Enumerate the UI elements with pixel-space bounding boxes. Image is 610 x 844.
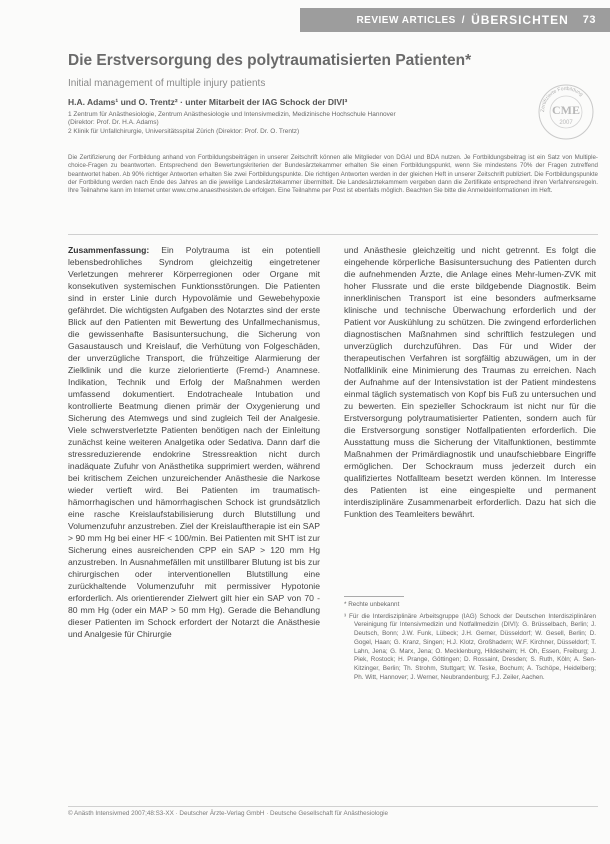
summary-text-left: Ein Polytrauma ist ein potentiell lebensbedrohliches Syndrom gleichzeitig eingetretener Verletzungen mehrerer Körperregionen oder Organe mit konsekutiven systemischen Funktionsstörungen. Die Patienten sind in erster Linie durch Hypovolämie und Gewebehypoxie gefährdet. Die wichtigsten Aufgaben des Notarztes sind der erste Blick auf den Patienten mit Bewertung des Unfallmechanismus, die gewissenhafte Basisuntersuchung, die Sicherung von Gasaustausch und Kreislauf, die Verhütung von Folgeschäden, der unverzügliche Transport, die frühzeitige Alarmierung der Zielklinik und die kurze zielorientierte (Fremd-) Anamnese. Indikation, Technik und Erfolg der Maßnahmen werden umfassend dokumentiert. Endotracheale Intubation und kontrollierte Beatmung dienen primär der Oxygenierung und Sicherung des Atemwegs und sind zugleich Teil der Analgesie. Viele schwerstverletzte Patienten benötigen nach der Einleitung zunächst keine weiteren Analgetika oder Sedativa. Dann darf die stressreduzierende endokrine Stressreaktion nicht durch inadäquate Zufuhr von Anästhetika supprimiert werden, während bei kritischem Zeichen unzureichender Anästhesie die Narkose wieder vertieft wird. Bei Patienten im traumatisch-hämorrhagischen und hämorrhagischen Schock ist grundsätzlich eine rasche Kreislaufstabilisierung durch Blutstillung und Volumenzufuhr anzustreben. Ziel der Kreislauftherapie ist ein SAP > 90 mm Hg bei einer HF < 100/min. Bei Patienten mit SHT ist zur Sicherung eines ausreichenden CPP ein SAP > 120 mm Hg anzustreben. In Ausnahmefällen mit unstillbarer Blutung ist bis zur chirurgischen oder interventionellen Blutstillung eine zurückhaltende Volumenzufuhr mit permissiver Hypotonie erforderlich. Als orientierender Zielwert gilt hier ein SAP von 70 - 80 mm Hg (oder ein MAP > 50 mm Hg). Gerade die Behandlung dieser Patienten im Schock erfordert der Notarzt die Anästhesie und Analgesie für Chirurgie bbox=[68, 245, 320, 639]
footnote: * Rechte unbekannt bbox=[344, 601, 400, 608]
section-label: REVIEW ARTICLES bbox=[356, 14, 456, 26]
affiliation-line: 1 Zentrum für Anästhesiologie, Zentrum Anästhesiologie und Intensivmedizin, Medizinische Hochschule Hannover bbox=[68, 111, 396, 118]
footnote-divider bbox=[344, 596, 404, 597]
page-footer: © Anästh Intensivmed 2007;48:S3-XX · Deutscher Ärzte-Verlag GmbH · Deutsche Gesellschaft für Anästhesiologie bbox=[68, 806, 598, 817]
article-subtitle: Initial management of multiple injury patients bbox=[68, 78, 266, 89]
affiliation-line: 2 Klinik für Unfallchirurgie, Universitätsspital Zürich (Direktor: Prof. Dr. O. Trentz) bbox=[68, 127, 300, 135]
seal-center-text: CME bbox=[552, 103, 580, 117]
body-column-left bbox=[68, 244, 320, 640]
footnotes bbox=[344, 596, 596, 685]
page-number: 73 bbox=[582, 14, 596, 26]
article-title: Die Erstversorgung des polytraumatisierten Patienten* bbox=[68, 52, 472, 69]
summary-label: Zusammenfassung: bbox=[68, 245, 150, 255]
body-column-right bbox=[344, 244, 596, 520]
cme-intro-text: Die Zertifizierung der Fortbildung anhand von Fortbildungsbeiträgen in unserer Zeitschrift können alle Mitglieder von DGAI und BDA nutzen. Je Fortbildungsbeitrag ist ein Satz von Multiple-choice-Fragen zu beantworten. Entsprechend den Bewertungskriterien der Bundesärztekammer erhalten Sie einen Fortbildungspunkt, wenn Sie mindestens 70% der Fragen zutreffend beantwortet haben. Ab 90% richtiger Antworten erhalten Sie zwei Fortbildungspunkte. Die richtigen Antworten werden in der gleichen Heft in unserer Zeitschrift publiziert. Die Fortbildungspunkte der Fortbildung werden nach Ende des Jahres an die jeweilige Landesärztekammer übermittelt. Die Landesärztekammern vergeben dann die Zertifikate entsprechend ihren Verfahrensregeln. Ihre Teilnahme kann im Internet unter www.cme.anaesthesisten.de erfolgen. Eine Teilnahme per Post ist ebenfalls möglich. Beachten Sie bitte die Anmeldeinformationen im Heft. bbox=[68, 154, 598, 195]
affiliations bbox=[68, 111, 488, 136]
section-separator: / bbox=[461, 14, 466, 26]
summary-text-right: und Anästhesie gleichzeitig und nicht getrennt. Es folgt die eingehende körperliche Basisuntersuchung des Patienten durch die aufnehmenden Ärzte, die Anlage eines Mehr-lumen-ZVK mit hoher Flussrate und die erste bildgebende Diagnostik. Beim innerklinischen Transport ist eine besonders aufmerksame klinische und technische Überwachung erforderlich und der Patient vor Auskühlung zu schützen. Die zwingend erforderlichen diagnostischen Maßnahmen sind schriftlich festzulegen und unverzüglich durchzuführen. Das Für und Wider der therapeutischen Verfahren ist sorgfältig abzuwägen, um in der Notfallklinik eine Minimierung des Traumas zu erreichen. Nach der Aufnahme auf der Intensivstation ist der Patient mindestens einmal täglich systematisch von Kopf bis Fuß zu untersuchen und zu bewerten. Ein spezieller Schockraum ist nicht nur für die Erstversorgung polytraumatisierter Patienten, sondern auch für die Erstversorgung sonstiger Notfallpatienten erforderlich. Die Ausstattung muss die Sicherung der Vitalfunktionen, bestimmte Maßnahmen der Primärdiagnostik und unaufschiebbare Eingriffe ermöglichen. Der Schockraum muss jederzeit durch ein qualifiziertes Notfallteam besetzt werden können. Im Interesse des Patienten ist eine eingespielte und permanent interdisziplinäre Zusammenarbeit erforderlich. Dazu hat sich die Funktion des Teamleiters bewährt. bbox=[344, 245, 596, 519]
category-label: ÜBERSICHTEN bbox=[471, 13, 569, 27]
cme-certification-seal bbox=[538, 84, 594, 140]
journal-section-header bbox=[300, 8, 610, 32]
divider bbox=[68, 234, 598, 235]
footnote: ³ Für die Interdisziplinäre Arbeitsgruppe (IAG) Schock der Deutschen Interdisziplinären Vereinigung für Intensivmedizin und Notfallmedizin (DIVI): G. Brüsselbach, Berlin; J. Deutsch, Bonn; J.W. Funk, Lübeck; J.H. Gerner, Düsseldorf; W. Gesell, Berlin; D. Gogel, Haan; G. Kranz, Singen; H.J. Klotz, Großhadern; W.F. Kirchner, Düsseldorf; T. Lahn, Jena; G. Marx, Jena; O. Mecklenburg, Hildesheim; H. Oh, Essen, Freiburg; J. Piek, Rostock; H. Prange, Göttingen; D. Rossaint, Dresden; S. Ruth, Köln; A. Sen-Kitzinger, Berlin; Th. Strohm, Stuttgart; W. Teske, Bochum; A. Tschöpe, Heidelberg; Ph. Witt, Hannover; J. Werner, Neubrandenburg; F.J. Zeiler, Aachen. bbox=[344, 612, 596, 681]
affiliation-line: (Direktor: Prof. Dr. H.A. Adams) bbox=[68, 119, 159, 127]
seal-ring-text: Zertifizierte Fortbildung bbox=[539, 85, 584, 113]
article-authors: H.A. Adams¹ und O. Trentz² · unter Mitarbeit der IAG Schock der DIVI³ bbox=[68, 97, 348, 107]
seal-year: 2007 bbox=[559, 120, 573, 126]
